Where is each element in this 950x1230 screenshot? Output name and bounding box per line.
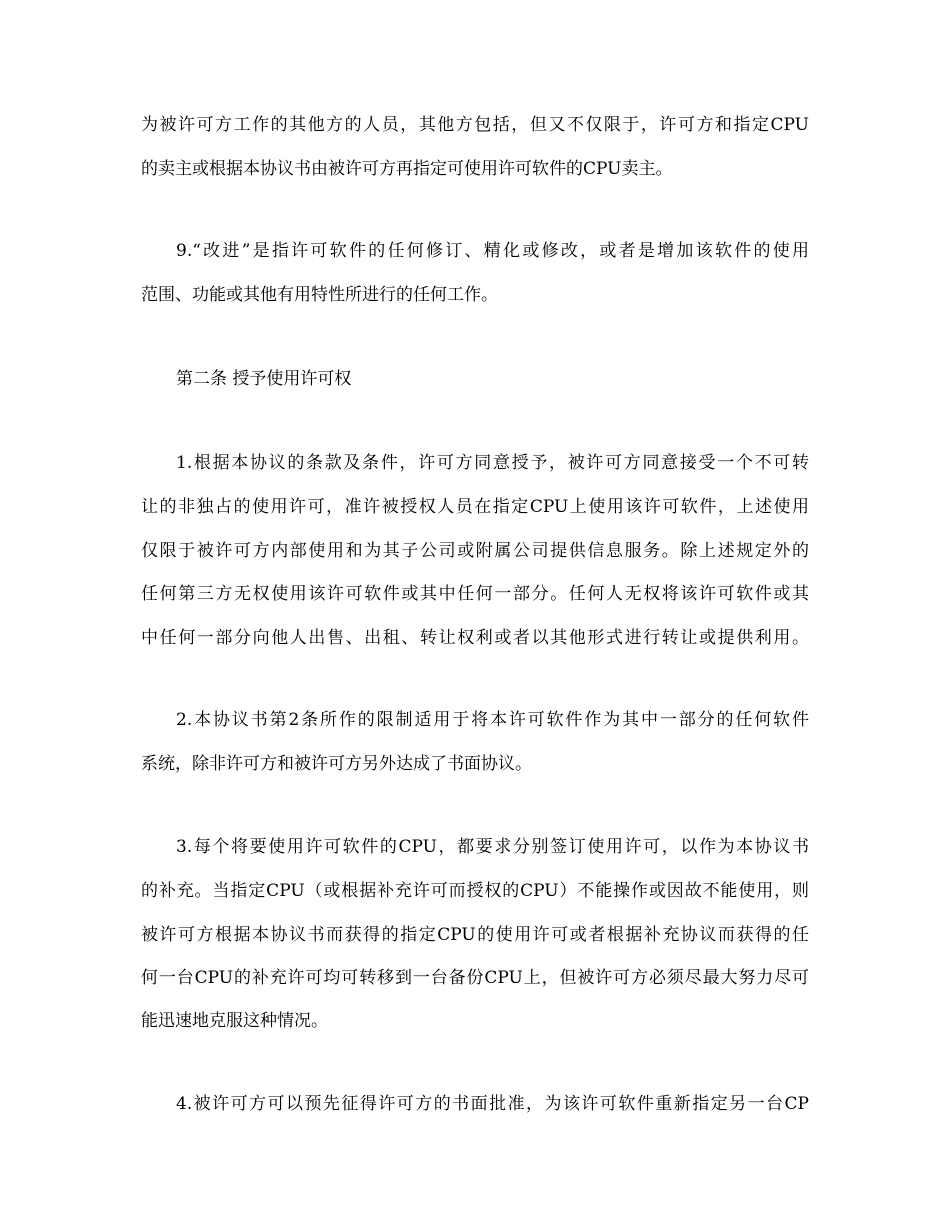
article-2-heading: 第二条 授予使用许可权 xyxy=(176,369,352,389)
clause-1-line-3: 仅限于被许可方内部使用和为其子公司或附属公司提供信息服务。除上述规定外的 xyxy=(141,541,809,561)
clause-3-line-2: 的补充。当指定CPU（或根据补充许可而授权的CPU）不能操作或因故不能使用，则 xyxy=(141,881,809,901)
clause-3-line-5: 能迅速地克服这种情况。 xyxy=(141,1011,328,1031)
paragraph-continuation-line-1: 为被许可方工作的其他方的人员，其他方包括，但又不仅限于，许可方和指定CPU xyxy=(141,115,809,135)
clause-1-line-4: 任何第三方无权使用该许可软件或其中任何一部分。任何人无权将该许可软件或其 xyxy=(141,584,809,604)
clause-3-line-4: 何一台CPU的补充许可均可转移到一台备份CPU上，但被许可方必须尽最大努力尽可 xyxy=(141,968,809,988)
paragraph-continuation-line-2: 的卖主或根据本协议书由被许可方再指定可使用许可软件的CPU卖主。 xyxy=(141,159,673,179)
clause-1-line-2: 让的非独占的使用许可，准许被授权人员在指定CPU上使用该许可软件，上述使用 xyxy=(141,497,809,517)
clause-2-line-1: 2.本协议书第2条所作的限制适用于将本许可软件作为其中一部分的任何软件 xyxy=(176,710,809,730)
paragraph-definition-9-line-1: 9.“改进”是指许可软件的任何修订、精化或修改，或者是增加该软件的使用 xyxy=(176,241,809,261)
clause-1-line-1: 1.根据本协议的条款及条件，许可方同意授予，被许可方同意接受一个不可转 xyxy=(176,453,809,473)
clause-3-line-1: 3.每个将要使用许可软件的CPU，都要求分别签订使用许可，以作为本协议书 xyxy=(176,837,809,857)
clause-4-line-1: 4.被许可方可以预先征得许可方的书面批准，为该许可软件重新指定另一台CP xyxy=(176,1094,809,1114)
clause-2-line-2: 系统，除非许可方和被许可方另外达成了书面协议。 xyxy=(141,754,532,774)
paragraph-definition-9-line-2: 范围、功能或其他有用特性所进行的任何工作。 xyxy=(141,285,498,305)
clause-3-line-3: 被许可方根据本协议书而获得的指定CPU的使用许可或者根据补充协议而获得的任 xyxy=(141,925,809,945)
clause-1-line-5: 中任何一部分向他人出售、出租、转让权利或者以其他形式进行转让或提供利用。 xyxy=(141,628,809,648)
